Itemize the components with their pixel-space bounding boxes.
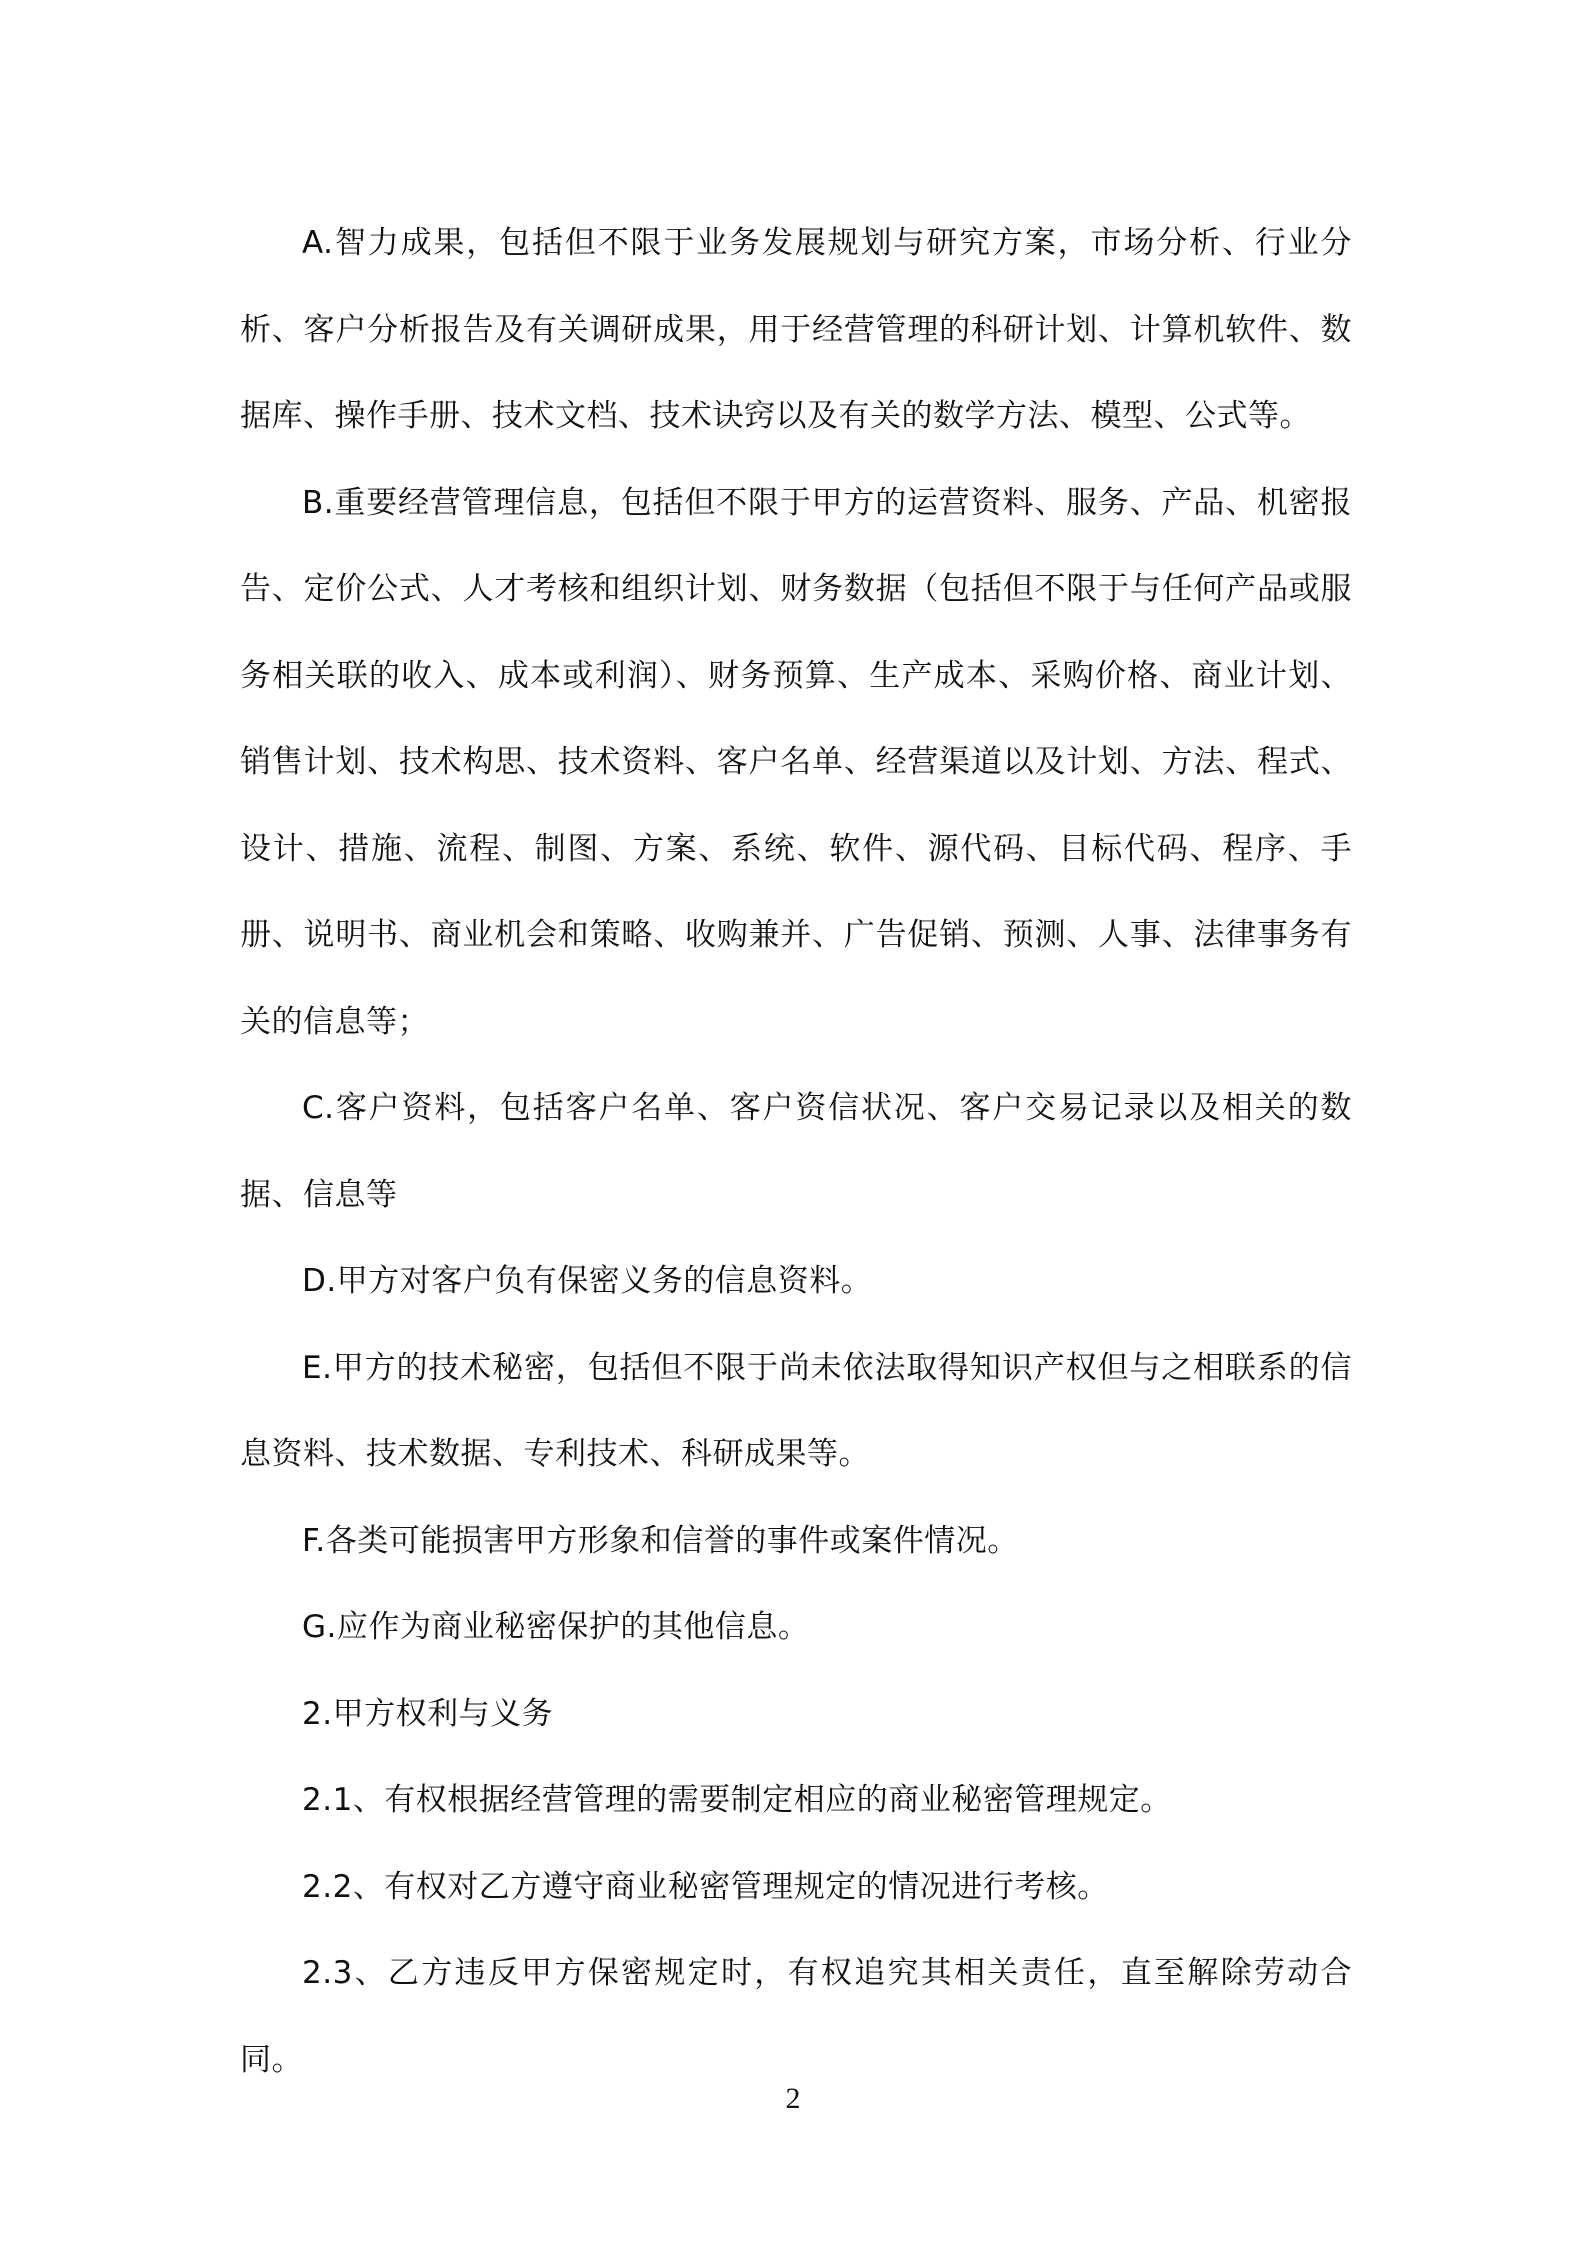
paragraph-e-technical-secrets: E.甲方的技术秘密，包括但不限于尚未依法取得知识产权但与之相联系的信息资料、技术数据、专利技术、科研成果等。	[240, 1349, 1352, 1472]
paragraph-g-other-info: G.应作为商业秘密保护的其他信息。	[302, 1609, 810, 1645]
paragraph-d-confidential-info: D.甲方对客户负有保密义务的信息资料。	[302, 1263, 873, 1299]
paragraph-a-intellectual-results: A.智力成果，包括但不限于业务发展规划与研究方案，市场分析、行业分析、客户分析报告及有关调研成果，用于经营管理的科研计划、计算机软件、数据库、操作手册、技术文档、技术诀窍以及有关的数学方法、模型、公式等。	[240, 225, 1352, 434]
section-heading-party-a-rights: 2.甲方权利与义务	[302, 1695, 554, 1732]
page-number: 2	[785, 2082, 801, 2115]
clause-2-3: 2.3、乙方违反甲方保密规定时，有权追究其相关责任，直至解除劳动合同。	[240, 1955, 1352, 2078]
paragraph-b-management-info: B.重要经营管理信息，包括但不限于甲方的运营资料、服务、产品、机密报告、定价公式、人才考核和组织计划、财务数据（包括但不限于与任何产品或服务相关联的收入、成本或利润）、财务预算、生产成本、采购价格、商业计划、销售计划、技术构思、技术资料、客户名单、经营渠道以及计划、方法、程式、设计、措施、流程、制图、方案、系统、软件、源代码、目标代码、程序、手册、说明书、商业机会和策略、收购兼并、广告促销、预测、人事、法律事务有关的信息等；	[240, 484, 1352, 1040]
paragraph-c-customer-data: C.客户资料，包括客户名单、客户资信状况、客户交易记录以及相关的数据、信息等	[240, 1090, 1352, 1213]
clause-2-2: 2.2、有权对乙方遵守商业秘密管理规定的情况进行考核。	[302, 1868, 1109, 1905]
paragraph-f-reputation-events: F.各类可能损害甲方形象和信誉的事件或案件情况。	[302, 1522, 1019, 1559]
document-body	[240, 200, 1352, 2103]
clause-2-1: 2.1、有权根据经营管理的需要制定相应的商业秘密管理规定。	[302, 1782, 1172, 1818]
